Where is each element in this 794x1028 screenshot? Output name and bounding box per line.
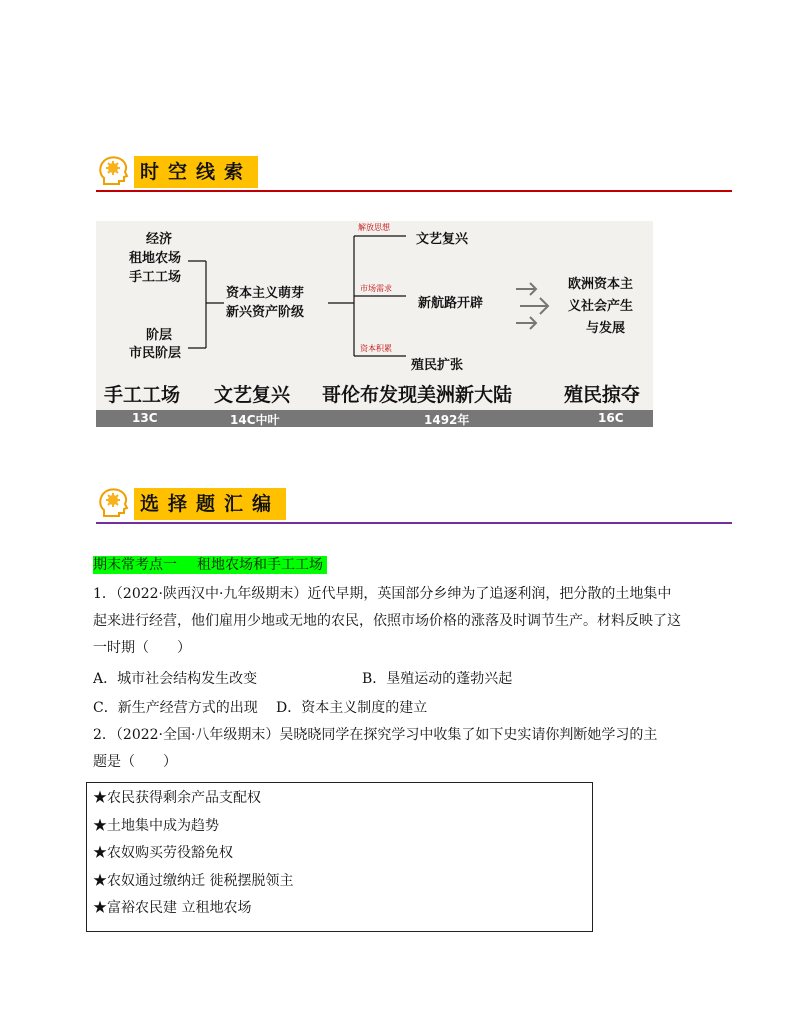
q1-line: 起来进行经营，他们雇用少地或无地的农民，依照市场价格的涨落及时调节生产。材料反映了这 xyxy=(93,613,681,629)
q1-line: 1．（2022·陕西汉中·九年级期末）近代早期，英国部分乡绅为了追逐利润，把分散的土地集中 xyxy=(93,586,672,602)
fact-item: ★富裕农民建 立租地农场 xyxy=(93,900,252,916)
branch-result: 新航路开辟 xyxy=(418,296,484,311)
middle-line: 新兴资产阶级 xyxy=(226,305,305,320)
group-item: 手工工场 xyxy=(129,270,182,285)
cause-label: 资本积累 xyxy=(360,344,392,353)
triple-arrow-icon xyxy=(516,283,548,329)
group-item: 租地农场 xyxy=(129,251,182,266)
event-label: 手工工场 xyxy=(104,384,181,406)
head-gear-icon xyxy=(96,486,130,520)
timeline-label: 1492年 xyxy=(424,413,470,427)
group-heading-class: 阶层 xyxy=(146,328,173,343)
q1-option-c: C．新生产经营方式的出现 xyxy=(93,700,258,716)
q1-option-b: B．垦殖运动的蓬勃兴起 xyxy=(362,671,513,687)
section-header-questions xyxy=(96,484,732,524)
left-bracket xyxy=(188,261,224,348)
group-heading-economy: 经济 xyxy=(146,232,173,247)
cause-label: 解放思想 xyxy=(358,223,390,232)
fact-item: ★农奴通过缴纳迁 徙税摆脱领主 xyxy=(93,873,294,889)
outcome-line: 义社会产生 xyxy=(568,299,634,314)
q1-option-d: D．资本主义制度的建立 xyxy=(276,700,428,716)
head-gear-icon xyxy=(96,154,130,188)
middle-line: 资本主义萌芽 xyxy=(226,286,305,301)
event-label: 哥伦布发现美洲新大陆 xyxy=(322,384,513,406)
topic-name: 租地农场和手工工场 xyxy=(197,557,323,573)
section-title: 选择题汇编 xyxy=(134,488,286,520)
topic-label: 期末常考点一 xyxy=(93,557,177,573)
fact-item: ★土地集中成为趋势 xyxy=(93,818,219,834)
outcome-line: 欧洲资本主 xyxy=(568,277,634,292)
fact-item: ★农民获得剩余产品支配权 xyxy=(93,790,261,806)
section-header-timeline xyxy=(96,152,732,192)
event-label: 文艺复兴 xyxy=(214,384,291,406)
event-label: 殖民掠夺 xyxy=(564,384,641,406)
facts-box xyxy=(86,782,593,932)
q1-line: 一时期（ ） xyxy=(93,640,191,656)
section-divider xyxy=(96,522,732,524)
topic-highlight xyxy=(93,556,327,574)
q2-line: 2．（2022·全国·八年级期末）吴晓晓同学在探究学习中收集了如下史实请你判断她学习的主 xyxy=(93,727,658,743)
timeline-label: 13C xyxy=(132,411,158,425)
branch-result: 文艺复兴 xyxy=(416,232,469,247)
section-divider xyxy=(96,190,732,192)
group-item: 市民阶层 xyxy=(129,346,182,361)
timeline-label: 14C中叶 xyxy=(230,413,280,427)
cause-label: 市场需求 xyxy=(360,284,392,293)
fact-item: ★农奴购买劳役豁免权 xyxy=(93,845,233,861)
timeline-label: 16C xyxy=(598,411,624,425)
section-title: 时空线索 xyxy=(134,156,258,188)
branch-result: 殖民扩张 xyxy=(411,358,464,373)
q1-option-a: A．城市社会结构发生改变 xyxy=(93,671,258,687)
outcome-line: 与发展 xyxy=(586,321,626,336)
right-bracket xyxy=(328,236,406,356)
timeline-diagram xyxy=(96,221,653,427)
q2-line: 题是（ ） xyxy=(93,754,177,770)
timeline-bar xyxy=(96,410,653,427)
